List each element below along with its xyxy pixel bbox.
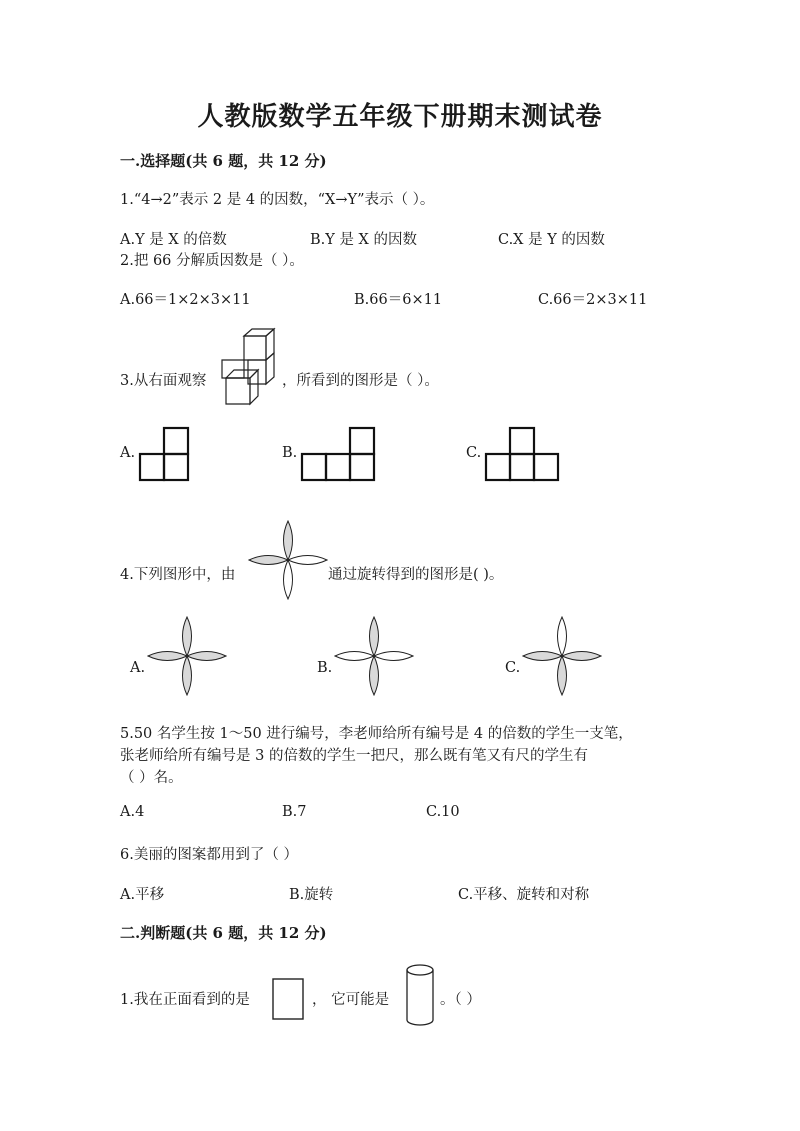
option-a-petal-figure <box>147 616 227 696</box>
judgement-1-text-after: 。（ ） <box>440 992 481 1008</box>
question-2-option-c[interactable]: C.66＝2×3×11 <box>538 292 648 308</box>
question-3-option-a[interactable]: A. <box>120 445 136 461</box>
page-title: 人教版数学五年级下册期末测试卷 <box>197 102 603 132</box>
cube-stack-figure <box>218 326 278 406</box>
question-6-option-c[interactable]: C.平移、旋转和对称 <box>458 887 590 903</box>
petal-source-figure <box>248 520 328 600</box>
question-4-option-b[interactable]: B. <box>317 660 333 676</box>
question-6-text: 6.美丽的图案都用到了（ ） <box>120 847 298 863</box>
question-4-text-after: 通过旋转得到的图形是( )。 <box>328 567 504 583</box>
option-c-petal-figure <box>522 616 602 696</box>
question-6-option-a[interactable]: A.平移 <box>120 887 165 903</box>
front-view-rectangle <box>272 978 306 1022</box>
question-4-text-before: 4.下列图形中，由 <box>120 567 236 583</box>
question-1-option-c[interactable]: C.X 是 Y 的因数 <box>498 232 605 248</box>
question-1-option-b[interactable]: B.Y 是 X 的因数 <box>310 232 417 248</box>
question-3-option-b[interactable]: B. <box>282 445 298 461</box>
question-5-option-b[interactable]: B.7 <box>282 804 307 820</box>
option-b-petal-figure <box>334 616 414 696</box>
question-5-line-3: （ ）名。 <box>120 770 183 786</box>
question-5-line-2: 张老师给所有编号是 3 的倍数的学生一把尺，那么既有笔又有尺的学生有 <box>120 748 588 764</box>
section-heading-judgement: 二.判断题(共 6 题，共 12 分) <box>120 924 327 942</box>
section-heading-choice: 一.选择题(共 6 题，共 12 分) <box>120 152 327 170</box>
question-3-text-after: ，所看到的图形是（ ）。 <box>282 373 439 389</box>
judgement-1-text-before: 1.我在正面看到的是 <box>120 992 250 1008</box>
option-b-block-shape <box>300 426 380 482</box>
question-3-text-before: 3.从右面观察 <box>120 373 207 389</box>
question-6-option-b[interactable]: B.旋转 <box>289 887 334 903</box>
option-c-block-shape <box>484 426 564 482</box>
question-1-text: 1.“4→2”表示 2 是 4 的因数，“X→Y”表示（ ）。 <box>120 192 435 208</box>
question-4-option-c[interactable]: C. <box>505 660 521 676</box>
option-a-block-shape <box>138 426 194 482</box>
question-3-option-c[interactable]: C. <box>466 445 482 461</box>
question-1-option-a[interactable]: A.Y 是 X 的倍数 <box>120 232 227 248</box>
question-5-option-c[interactable]: C.10 <box>426 804 460 820</box>
question-2-option-a[interactable]: A.66＝1×2×3×11 <box>120 292 251 308</box>
question-2-text: 2.把 66 分解质因数是（ ）。 <box>120 253 304 269</box>
question-4-option-a[interactable]: A. <box>130 660 146 676</box>
question-5-option-a[interactable]: A.4 <box>120 804 145 820</box>
question-5-line-1: 5.50 名学生按 1～50 进行编号，李老师给所有编号是 4 的倍数的学生一支笔， <box>120 726 633 742</box>
cylinder-figure <box>404 962 436 1028</box>
judgement-1-text-mid: ， 它可能是 <box>312 992 390 1008</box>
question-2-option-b[interactable]: B.66＝6×11 <box>354 292 443 308</box>
